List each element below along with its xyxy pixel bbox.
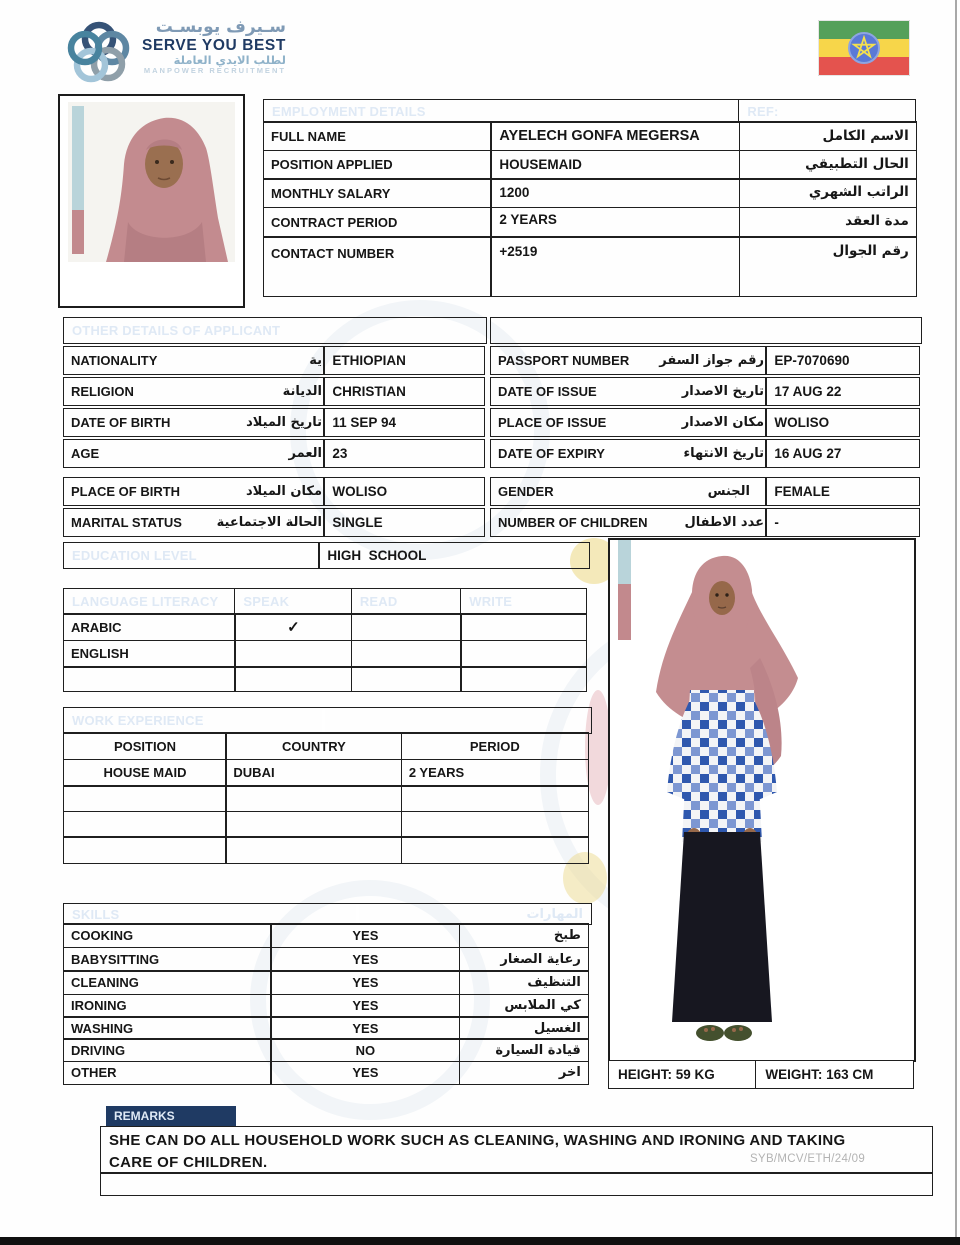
employment-label: CONTRACT PERIOD [263,207,492,238]
skill-value: YES [270,923,460,948]
detail-arabic: الجنس [707,484,750,499]
logo-arabic-title: سـيرف يوبسـت [155,17,286,37]
skill-label: CLEANING [63,970,272,995]
employment-header: EMPLOYMENT DETAILS [263,99,740,123]
skill-value: YES [270,1016,460,1040]
employment-arabic: الراتب الشهري [808,184,909,201]
employment-label: FULL NAME [263,121,492,151]
detail-label: MARITAL STATUS [71,515,182,530]
write-check [460,666,587,692]
detail-label: DATE OF EXPIRY [498,446,605,461]
skill-label: COOKING [63,923,272,948]
skill-label: BABYSITTING [63,947,272,972]
detail-arabic: ية [309,353,322,368]
detail-arabic: تاريخ الميلاد [246,415,322,430]
employment-value: 1200 [490,178,740,208]
body-stats-row [608,1060,916,1089]
weight-value: WEIGHT: 163 CM [755,1060,914,1089]
work-period: 2 YEARS [401,759,589,787]
work-period [401,811,589,838]
detail-arabic: رقم جواز السفر [659,353,764,368]
employment-details-table [263,99,920,297]
employment-arabic: الحال التطبيقي [805,156,909,173]
skills-header-arabic: المهارات [526,906,583,922]
skill-arabic: كي الملابس [504,998,581,1014]
logo-title: SERVE YOU BEST [142,37,286,55]
language-header: LANGUAGE LITERACY [63,588,236,615]
work-position: HOUSE MAID [63,759,227,787]
detail-value: CHRISTIAN [323,377,485,406]
read-check [351,613,462,641]
skill-arabic: قيادة السيارة [495,1042,581,1058]
employment-label: MONTHLY SALARY [263,178,492,208]
remarks-header: REMARKS [106,1106,236,1126]
employment-value: HOUSEMAID [490,150,740,180]
other-details-section [63,317,922,530]
skill-value: YES [270,970,460,995]
work-experience-table [63,707,592,864]
skill-arabic: التنظيف [527,975,581,991]
detail-label: RELIGION [71,384,134,399]
speak-check [234,640,352,668]
remarks-text: SHE CAN DO ALL HOUSEHOLD WORK SUCH AS CLEANING, WASHING AND IRONING AND TAKING CARE OF CHILDREN. [100,1126,933,1174]
detail-label: NUMBER OF CHILDREN [498,515,648,530]
document-ref-code: SYB/MCV/ETH/24/09 [750,1153,866,1165]
work-position [63,785,227,812]
language-name [63,666,236,692]
detail-value: - [765,508,920,537]
detail-arabic: عدد الاطفال [684,515,764,530]
speak-check [234,666,352,692]
detail-value: 23 [323,439,485,468]
work-position [63,811,227,838]
fullbody-photo [608,538,916,1062]
work-period [401,836,589,864]
skill-label: DRIVING [63,1038,272,1062]
employment-arabic: مدة العقد [845,213,909,230]
skill-value: YES [270,1061,460,1085]
employment-ref-label: REF: [738,99,916,123]
other-details-header-right [490,317,922,344]
skill-value: YES [270,994,460,1018]
headshot-photo [58,94,245,308]
detail-value: 11 SEP 94 [323,408,485,437]
employment-value: 2 YEARS [490,207,740,238]
skill-label: OTHER [63,1061,272,1085]
remarks-empty-box [100,1172,933,1196]
detail-value: FEMALE [765,477,920,506]
detail-value: 17 AUG 22 [765,377,920,406]
skill-arabic: اخر [558,1065,581,1081]
header-divider [356,905,359,924]
skill-arabic: رعاية الصغار [500,951,581,967]
work-period [401,785,589,812]
logo-arabic-subtitle: لطلب الايدي العاملة [173,53,286,68]
detail-label: PLACE OF ISSUE [498,415,607,430]
employment-value: +2519 [490,236,740,297]
skill-value: NO [270,1038,460,1062]
header-divider [322,709,325,733]
detail-value: ETHIOPIAN [323,346,485,375]
detail-arabic: الحالة الاجتماعية [216,515,322,530]
detail-label: GENDER [498,484,554,499]
skill-arabic: الغسيل [533,1020,581,1036]
speak-header: SPEAK [234,588,352,615]
skill-value: YES [270,947,460,972]
employment-value: AYELECH GONFA MEGERSA [490,121,740,151]
language-name: ARABIC [63,613,236,641]
education-level-bar [63,542,592,569]
logo-knot-icon [64,18,134,88]
ethiopia-flag [818,20,910,81]
detail-value: WOLISO [323,477,485,506]
education-label: EDUCATION LEVEL [63,542,320,569]
other-details-header: OTHER DETAILS OF APPLICANT [63,317,487,344]
language-literacy-table [63,588,592,692]
read-header: READ [351,588,462,615]
position-column-header: POSITION [63,732,227,760]
skills-header: SKILLS [72,906,120,922]
skill-label: WASHING [63,1016,272,1040]
work-position [63,836,227,864]
other-details-left [63,346,487,537]
detail-arabic: مكان الاصدار [681,415,764,430]
work-country [225,811,402,838]
work-country [225,836,402,864]
write-check [460,613,587,641]
read-check [351,666,462,692]
employment-label: POSITION APPLIED [263,150,492,180]
agency-logo [64,18,286,88]
language-name: ENGLISH [63,640,236,668]
period-column-header: PERIOD [401,732,589,760]
employment-label: CONTACT NUMBER [263,236,492,297]
scan-bottom-bar [0,1237,960,1245]
detail-arabic: العمر [288,446,322,461]
detail-value: SINGLE [323,508,485,537]
skill-label: IRONING [63,994,272,1018]
detail-value: EP-7070690 [765,346,920,375]
detail-label: NATIONALITY [71,353,158,368]
height-value: HEIGHT: 59 KG [608,1060,757,1089]
detail-label: AGE [71,446,100,461]
employment-arabic: رقم الجوال [832,243,909,260]
work-experience-header: WORK EXPERIENCE [63,707,592,734]
work-country: DUBAI [225,759,402,787]
skill-arabic: طبخ [553,928,581,944]
detail-label: PLACE OF BIRTH [71,484,181,499]
detail-label: DATE OF ISSUE [498,384,597,399]
detail-arabic: الديانة [282,384,322,399]
country-column-header: COUNTRY [225,732,402,760]
logo-subtitle: MANPOWER RECRUITMENT [143,66,286,76]
detail-label: DATE OF BIRTH [71,415,171,430]
employment-arabic: الاسم الكامل [822,127,909,144]
skills-table [63,903,592,1085]
write-check [460,640,587,668]
detail-value: 16 AUG 27 [765,439,920,468]
work-country [225,785,402,812]
scan-edge-line [955,0,957,1237]
other-details-right [490,346,922,537]
detail-label: PASSPORT NUMBER [498,353,630,368]
education-value: HIGH SCHOOL [318,542,590,569]
read-check [351,640,462,668]
detail-arabic: تاريخ الانتهاء [683,446,764,461]
detail-arabic: مكان الميلاد [245,484,322,499]
detail-arabic: تاريخ الاصدار [681,384,764,399]
detail-value: WOLISO [765,408,920,437]
write-header: WRITE [460,588,587,615]
speak-check: ✓ [234,613,352,641]
